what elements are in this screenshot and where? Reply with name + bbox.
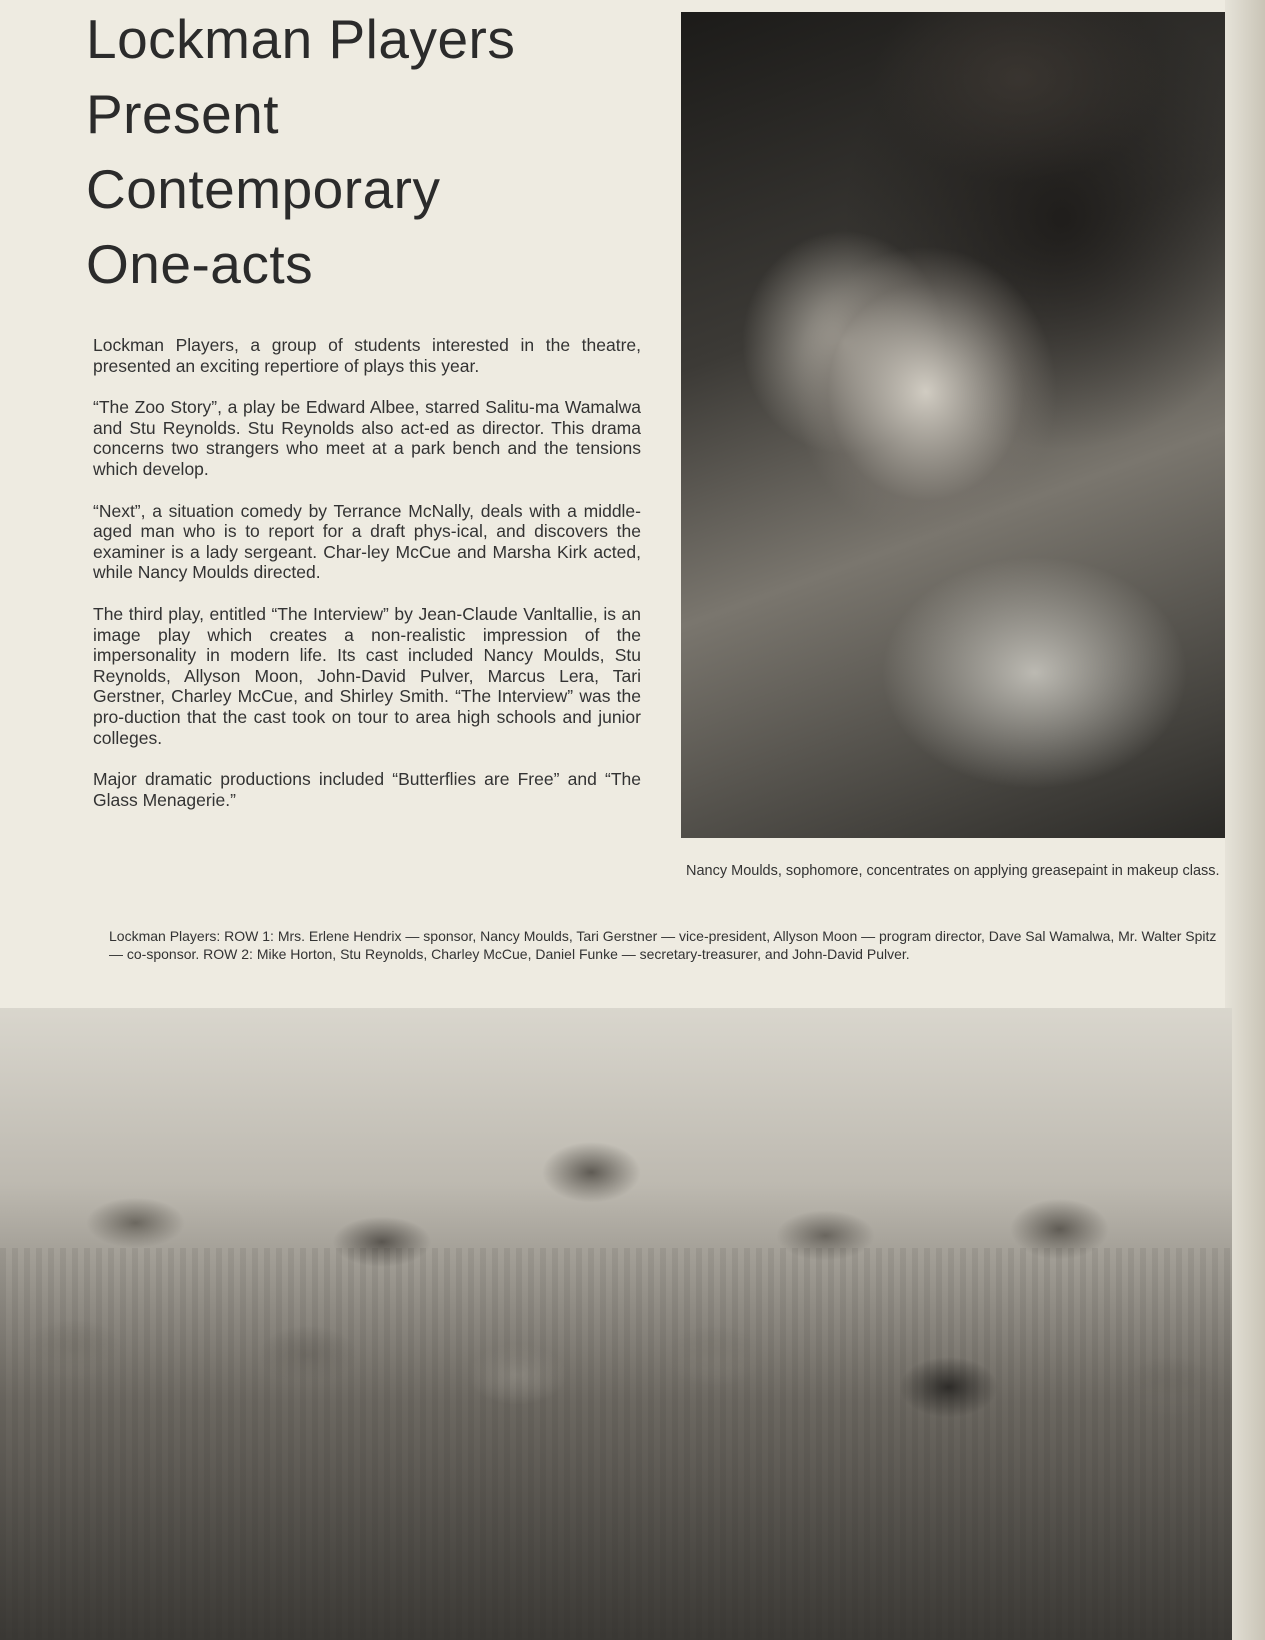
article-body: [93, 335, 641, 831]
photo-caption: Nancy Moulds, sophomore, concentrates on applying greasepaint in makeup class.: [686, 863, 1220, 879]
makeup-photo: [681, 12, 1225, 838]
title-line: One-acts: [86, 233, 314, 295]
title-line: Lockman Players: [86, 8, 516, 70]
page-title: [86, 2, 646, 302]
group-photo: [0, 1008, 1232, 1640]
group-photo-figures: [0, 1248, 1232, 1640]
paragraph: “Next”, a situation comedy by Terrance McNally, deals with a middle-aged man who is to report for a draft phys-ical, and discovers the examiner is a lady sergeant. Char-ley McCue and Marsha Kirk acted, while Nancy Moulds directed.: [93, 500, 641, 583]
paragraph: “The Zoo Story”, a play be Edward Albee, starred Salitu-ma Wamalwa and Stu Reynolds. Stu Reynolds also act-ed as director. This drama concerns two strangers who meet at a park bench and the tensions which develop.: [93, 397, 641, 479]
paragraph: The third play, entitled “The Interview” by Jean-Claude Vanltallie, is an image play which creates a non-realistic impression of the impersonality in modern life. Its cast included Nancy Moulds, Stu Reynolds, Allyson Moon, John-David Pulver, Marcus Lera, Tari Gerstner, Charley McCue, and Shirley Smith. “The Interview” was the pro-duction that the cast took on tour to area high schools and junior colleges.: [93, 603, 641, 748]
paragraph: Lockman Players, a group of students interested in the theatre, presented an exciting repertiore of plays this year.: [93, 335, 641, 376]
paragraph: Major dramatic productions included “Butterflies are Free” and “The Glass Menagerie.”: [93, 769, 641, 810]
title-line: Present: [86, 83, 280, 145]
title-line: Contemporary: [86, 158, 441, 220]
group-caption: Lockman Players: ROW 1: Mrs. Erlene Hendrix — sponsor, Nancy Moulds, Tari Gerstner — vice-president, Allyson Moon — program director, Dave Sal Wamalwa, Mr. Walter Spitz — co-sponsor. ROW 2: Mike Horton, Stu Reynolds, Charley McCue, Daniel Funke — secretary-treasurer, and John-David Pulver.: [109, 928, 1217, 962]
